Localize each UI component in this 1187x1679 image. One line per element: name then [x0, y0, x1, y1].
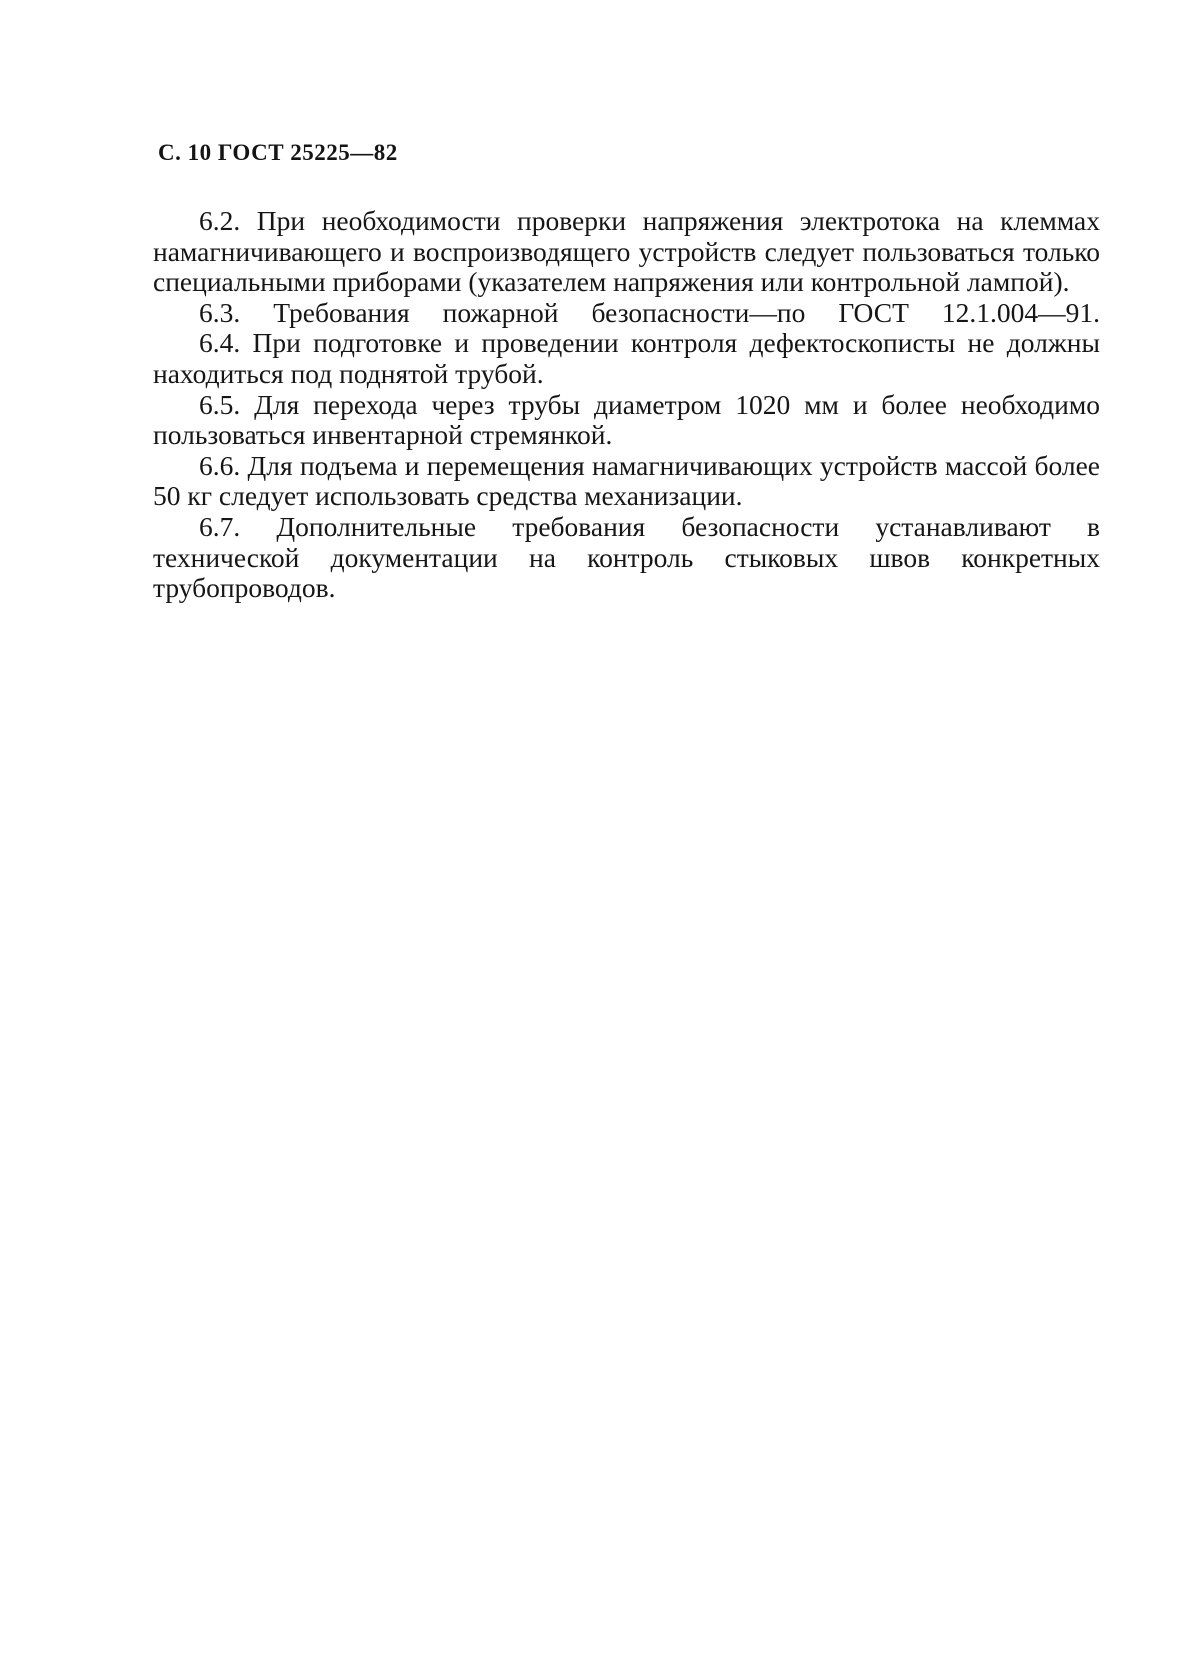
- paragraph-6-6: 6.6. Для подъема и перемещения намагничивающих устройств массой более 50 кг следует использовать средства механизации.: [153, 449, 1100, 512]
- paragraph-6-5: 6.5. Для перехода через трубы диаметром 1020 мм и более необходимо пользоваться инвентарной стремянкой.: [153, 388, 1100, 451]
- paragraph-6-4: 6.4. При подготовке и проведении контроля дефектоскописты не должны находиться под поднятой трубой.: [153, 327, 1100, 389]
- page-header: С. 10 ГОСТ 25225—82: [158, 140, 398, 165]
- paragraph-6-3: 6.3. Требования пожарной безопасности—по ГОСТ 12.1.004—91.: [199, 296, 1100, 328]
- document-body: [153, 206, 1100, 604]
- paragraph-6-7: 6.7. Дополнительные требования безопасности устанавливают в технической документации на контроль стыковых швов конкретных трубопроводов.: [153, 510, 1100, 604]
- paragraph-6-2: 6.2. При необходимости проверки напряжения электротока на клеммах намагничивающего и воспроизводящего устройств следует пользоваться только специальными приборами (указателем напряжения или контрольной лампой).: [153, 205, 1100, 298]
